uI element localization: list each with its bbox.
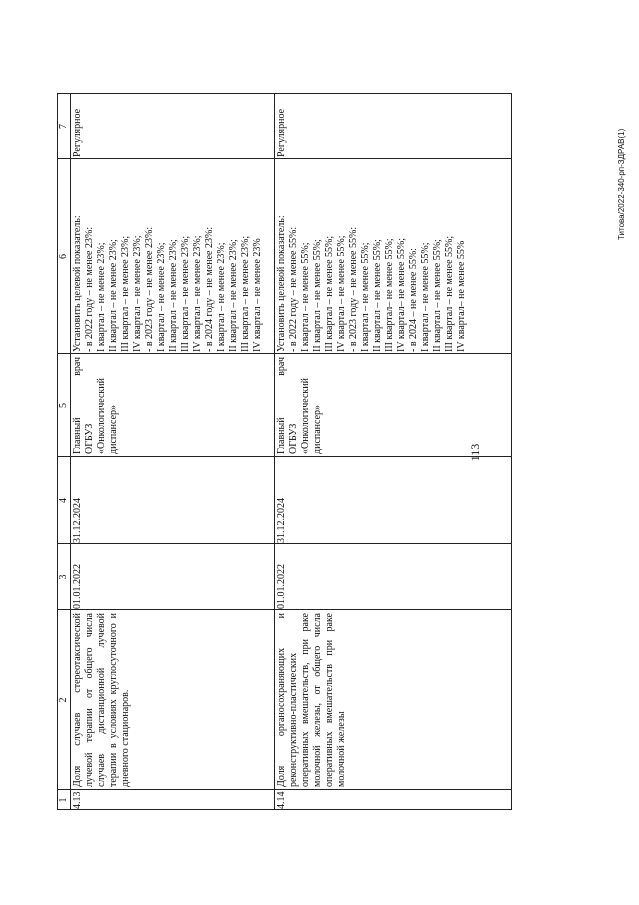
indicator-text: Доля случаев стереотаксической лучевой терапии от общего числа случаев дистанционной лучевой терапии в условиях круглосуточного и дневного стационаров. xyxy=(72,613,131,787)
periodicity: Регулярное xyxy=(276,108,287,157)
end-date: 31.12.2024 xyxy=(72,498,83,543)
table-border-bottom xyxy=(511,93,512,810)
header-divider xyxy=(70,93,71,810)
responsible-title-word: врач xyxy=(276,357,287,376)
column-header-1: 1 xyxy=(58,797,69,803)
column-divider xyxy=(57,353,512,354)
responsible-person xyxy=(276,357,324,454)
row-number: 4.14 xyxy=(276,791,287,809)
row-divider xyxy=(274,93,275,810)
periodicity: Регулярное xyxy=(72,108,83,157)
responsible-title-word: Главный xyxy=(276,417,287,454)
responsible-person xyxy=(72,357,120,454)
document-reference: Титова/2022-340-рп-ЗДРАВ(1) xyxy=(617,128,626,240)
column-header-2: 2 xyxy=(58,697,69,703)
column-divider xyxy=(57,609,512,610)
column-divider xyxy=(57,158,512,159)
responsible-title-word: Главный xyxy=(72,417,83,454)
column-header-5: 5 xyxy=(58,403,69,408)
responsible-title-word: врач xyxy=(72,357,83,376)
column-header-3: 3 xyxy=(58,574,69,580)
plan-table xyxy=(57,93,512,810)
start-date: 01.01.2022 xyxy=(72,564,83,609)
column-header-7: 7 xyxy=(58,124,69,129)
column-header-6: 6 xyxy=(58,254,69,259)
end-date: 31.12.2024 xyxy=(276,498,287,543)
row-number: 4.13 xyxy=(72,791,83,809)
expected-result: Установить целевой показатель: - в 2022 году – не менее 23%: I квартал – не менее 23%; II квартал – не менее 23%; III квартал – не менее 23%; IV квартал – не менее 23%; - в 2023 году – не менее 23%: I квартал – не менее 23%; II квартал – не менее 23%; III квартал – не менее 23%; IV квартал – не менее 23%; - в 2024 году – не менее 23%: I квартал – не менее 23%; II квартал – не менее 23%; III квартал – не менее 23%; IV квартал – не менее 23% xyxy=(72,215,263,352)
expected-result: Установить целевой показатель: - в 2022 году – не менее 55%: I квартал – не менее 55%; II квартал – не менее 55%; III квартал – не менее 55%; IV квартал – не менее 55%; - в 2023 году – не менее 55%: I квартал – не менее 55%; II квартал – не менее 55%; III квартал– не менее 55%; IV квартал– не менее 55%; - в 2024 – не менее 55%: I квартал – не менее 55%; II квартал – не менее 55%; III квартал – не менее 55%; IV квартал– не менее 55% xyxy=(276,215,467,352)
table-border-left xyxy=(57,809,512,810)
start-date: 01.01.2022 xyxy=(276,564,287,609)
responsible-title xyxy=(72,357,84,454)
responsible-title xyxy=(276,357,288,454)
page-number: 113 xyxy=(468,443,482,462)
responsible-organization: ОГБУЗ «Онкологический диспансер» xyxy=(288,378,323,454)
responsible-organization: ОГБУЗ «Онкологический диспансер» xyxy=(84,378,119,454)
indicator-text: Доля органосохраняющих и реконструктивно-пластических оперативных вмешательств, при раке молочной железы, от общего числа оперативных вмешательств при раке молочной железы xyxy=(276,613,347,787)
column-header-4: 4 xyxy=(58,498,69,503)
